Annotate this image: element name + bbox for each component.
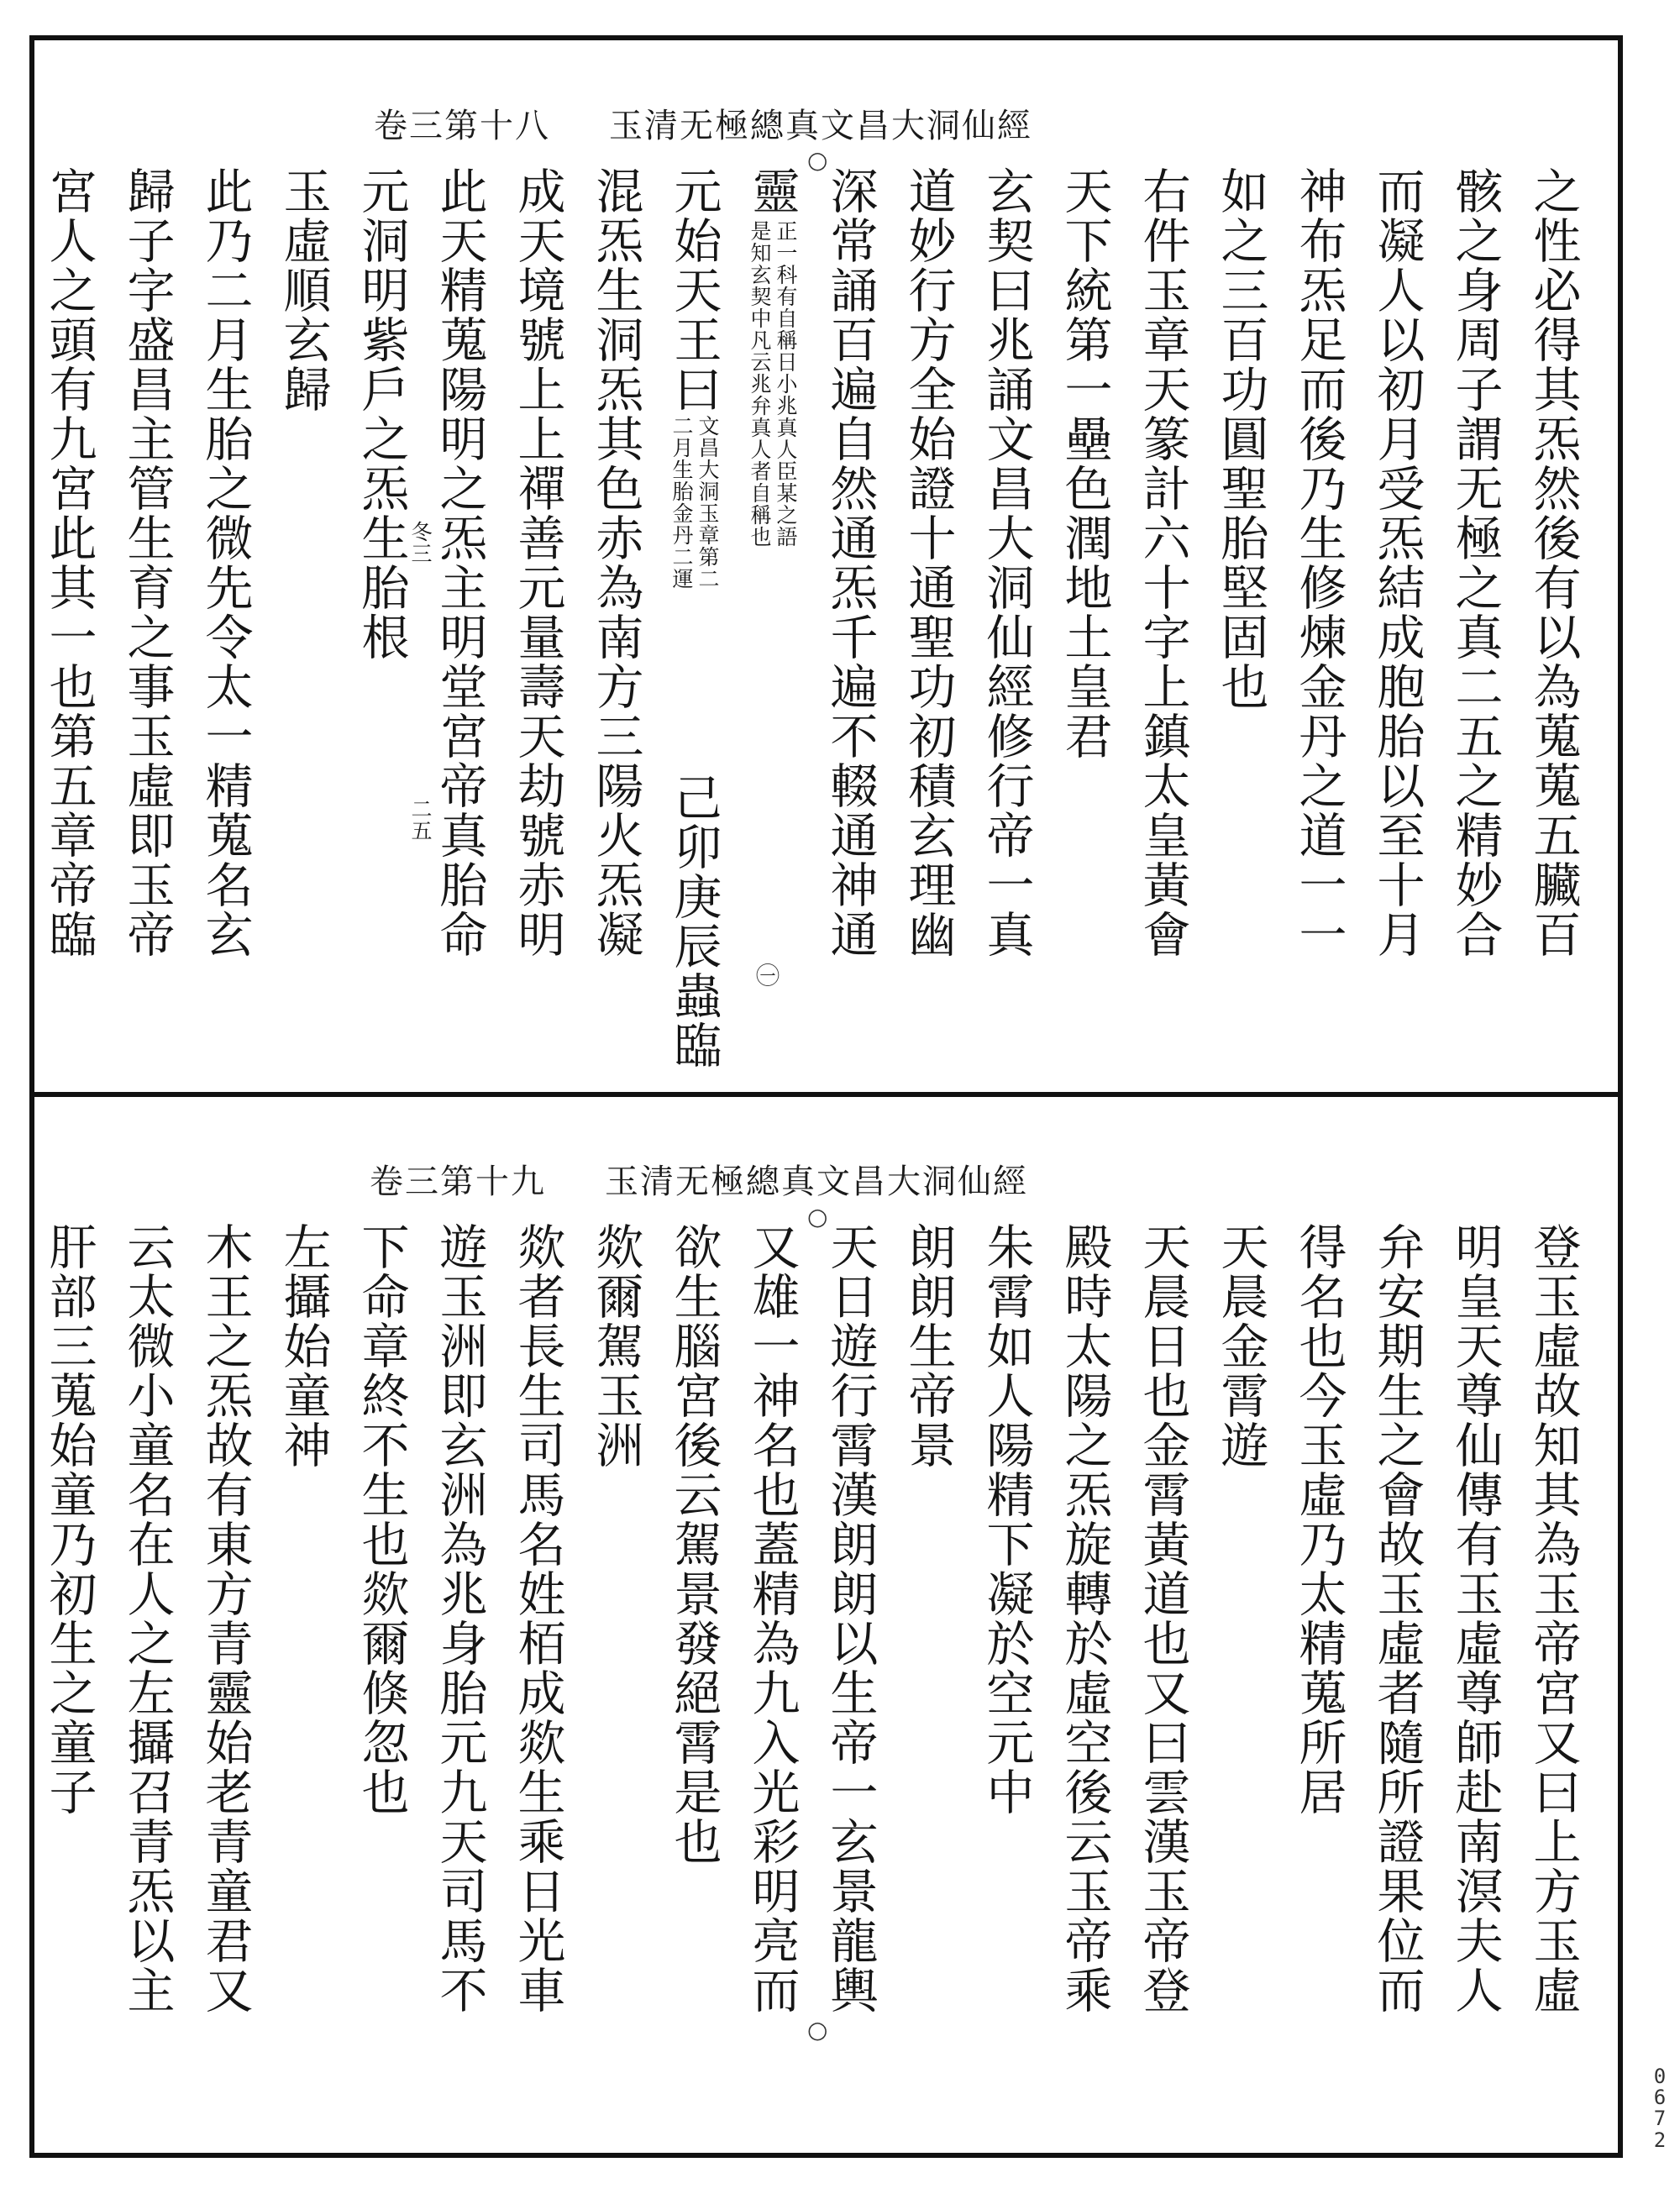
top-column-1: 之性必得其炁然後有以為蒐蒐五臟百 — [1525, 166, 1581, 959]
margin-page-number: 0672 — [1653, 2065, 1667, 2152]
top-header — [374, 99, 1032, 147]
bottom-column-11: 又雄一神名也蓋精為九入光彩明亮而 — [744, 1222, 800, 2015]
top-header-juan: 卷三第十八 — [374, 107, 550, 145]
top-header-title: 玉清无極總真文昌大洞仙經 — [609, 107, 1032, 145]
top-column-8: 玄契曰兆誦文昌大洞仙經修行帝一真 — [979, 166, 1034, 959]
bottom-column-4: 得名也今玉虛乃太精蒐所居 — [1291, 1222, 1347, 1817]
bottom-column-8: 朱霄如人陽精下凝於空元中 — [979, 1222, 1034, 1817]
top-tail-text: 己卯庚辰蟲臨 — [666, 773, 722, 1070]
bottom-column-15: 遊玉洲即玄洲為兆身胎元九天司馬不 — [432, 1222, 487, 2015]
bottom-column-13: 欻爾駕玉洲 — [588, 1222, 643, 1470]
bottom-column-1: 登玉虛故知其為玉帝宮又曰上方玉虛 — [1525, 1222, 1581, 2015]
bottom-header-juan: 卷三第十九 — [370, 1162, 546, 1201]
bottom-column-18: 木王之炁故有東方青靈始老青童君又 — [197, 1222, 253, 2015]
top-column-20: 宮人之頭有九宮此其一也第五章帝臨 — [41, 166, 97, 959]
top-small-mark-1: 冬三 — [408, 521, 433, 564]
bottom-column-2: 明皇天尊仙傳有玉虛尊師赴南溟夫人 — [1447, 1222, 1503, 2015]
bottom-column-20: 肝部三蒐始童乃初生之童子 — [41, 1222, 97, 1817]
bottom-column-12: 欲生腦宮後云駕景發絕霄是也 — [666, 1222, 722, 1866]
top-column-2: 骸之身周子謂无極之真二五之精妙合 — [1447, 166, 1503, 959]
top-column-18: 此乃二月生胎之微先令太一精蒐名玄 — [197, 166, 253, 959]
top-note-2: 是知玄契中凡云兆弁真人者自稱也 — [748, 220, 772, 548]
top-column-10: 深常誦百遍自然通炁千遍不輟通神通 — [822, 166, 878, 959]
top-circle-mark-2: ㊀ — [756, 962, 780, 989]
bottom-header-title: 玉清无極總真文昌大洞仙經 — [605, 1162, 1028, 1201]
top-column-7: 天下統第一壘色潤地土皇君 — [1057, 166, 1112, 761]
top-column-16: 元洞明紫戶之炁生胎根 — [354, 166, 409, 662]
top-small-mark-2: 二五 — [408, 798, 433, 842]
bottom-circle-mark-1: ○ — [807, 1203, 828, 1231]
top-column-5: 如之三百功圓聖胎堅固也 — [1213, 166, 1268, 711]
top-column-9: 道妙行方全始證十通聖功初積玄理幽 — [900, 166, 956, 959]
top-note-3: 文昌大洞玉章第二 — [696, 415, 720, 590]
top-column-6: 右件玉章天篆計六十字上鎮太皇黃會 — [1135, 166, 1190, 959]
top-note-1: 正一科有自稱日小兆真人臣某之語 — [774, 220, 798, 548]
bottom-column-3: 弁安期生之會故玉虛者隨所證果位而 — [1369, 1222, 1425, 2015]
bottom-column-10: 天日遊行霄漢朗朗以生帝一玄景龍輿 — [822, 1222, 878, 2015]
panel-divider — [29, 1092, 1623, 1097]
bottom-column-16: 下命章終不生也欻爾倏忽也 — [354, 1222, 409, 1817]
bottom-column-7: 殿時太陽之炁旋轉於虛空後云玉帝乘 — [1057, 1222, 1112, 2015]
top-column-11: 靈 — [744, 166, 800, 216]
bottom-circle-mark-2: ○ — [807, 2016, 828, 2044]
top-column-13: 混炁生洞炁其色赤為南方三陽火炁凝 — [588, 166, 643, 959]
top-circle-mark-1: ○ — [807, 146, 828, 174]
bottom-column-14: 欻者長生司馬名姓栢成欻生乘日光車 — [510, 1222, 565, 2015]
top-column-15: 此天精蒐陽明之炁主明堂宮帝真胎命 — [432, 166, 487, 959]
bottom-column-9: 朗朗生帝景 — [900, 1222, 956, 1470]
top-note-4: 二月生胎金丹二運 — [669, 415, 694, 590]
bottom-column-6: 天晨日也金霄黃道也又曰雲漢玉帝登 — [1135, 1222, 1190, 2015]
top-column-12: 元始天王曰 — [666, 166, 722, 414]
bottom-column-19: 云太微小童名在人之左攝召青炁以主 — [119, 1222, 175, 2015]
bottom-column-5: 天晨金霄遊 — [1213, 1222, 1268, 1470]
top-column-19: 歸子字盛昌主管生育之事玉虛即玉帝 — [119, 166, 175, 959]
bottom-header — [370, 1155, 1028, 1203]
top-column-4: 神布炁足而後乃生修煉金丹之道一一 — [1291, 166, 1347, 959]
top-column-17: 玉虛順玄歸 — [276, 166, 331, 414]
bottom-column-17: 左攝始童神 — [276, 1222, 331, 1470]
top-column-3: 而凝人以初月受炁結成胞胎以至十月 — [1369, 166, 1425, 959]
top-column-14: 成天境號上上禪善元量壽天劫號赤明 — [510, 166, 565, 959]
